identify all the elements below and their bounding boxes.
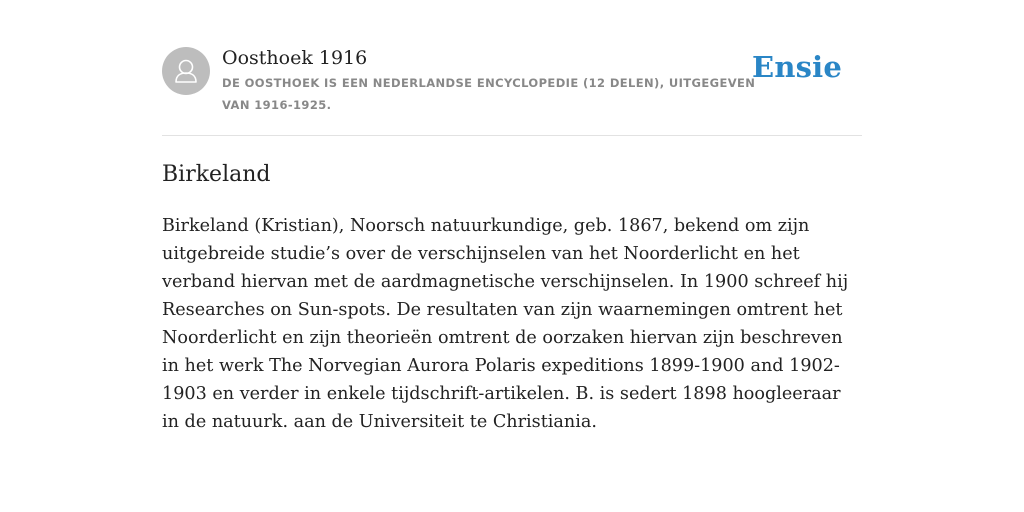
brand-logo-link[interactable]: Ensie <box>752 50 842 84</box>
source-header <box>162 44 862 136</box>
user-icon <box>162 47 210 95</box>
avatar[interactable] <box>162 47 210 95</box>
page-title: Birkeland <box>162 162 271 187</box>
source-title[interactable]: Oosthoek 1916 <box>222 47 368 69</box>
entry-card <box>162 44 862 436</box>
source-info <box>222 44 762 116</box>
entry-body: Birkeland (Kristian), Noorsch natuurkundige, geb. 1867, bekend om zijn uitgebreide studie’s over de verschijnselen van het Noorderlicht en het verband hiervan met de aardmagnetische verschijnselen. In 1900 schreef hij Researches on Sun-spots. De resultaten van zijn waarnemingen omtrent het Noorderlicht en zijn theorieën omtrent de oorzaken hiervan zijn beschreven in het werk The Norvegian Aurora Polaris expeditions 1899-1900 and 1902-1903 en verder in enkele tijdschrift-artikelen. B. is sedert 1898 hoogleeraar in de natuurk. aan de Universiteit te Christiania. <box>162 216 849 432</box>
source-description: DE OOSTHOEK IS EEN NEDERLANDSE ENCYCLOPEDIE (12 DELEN), UITGEGEVEN VAN 1916-1925. <box>222 76 756 112</box>
